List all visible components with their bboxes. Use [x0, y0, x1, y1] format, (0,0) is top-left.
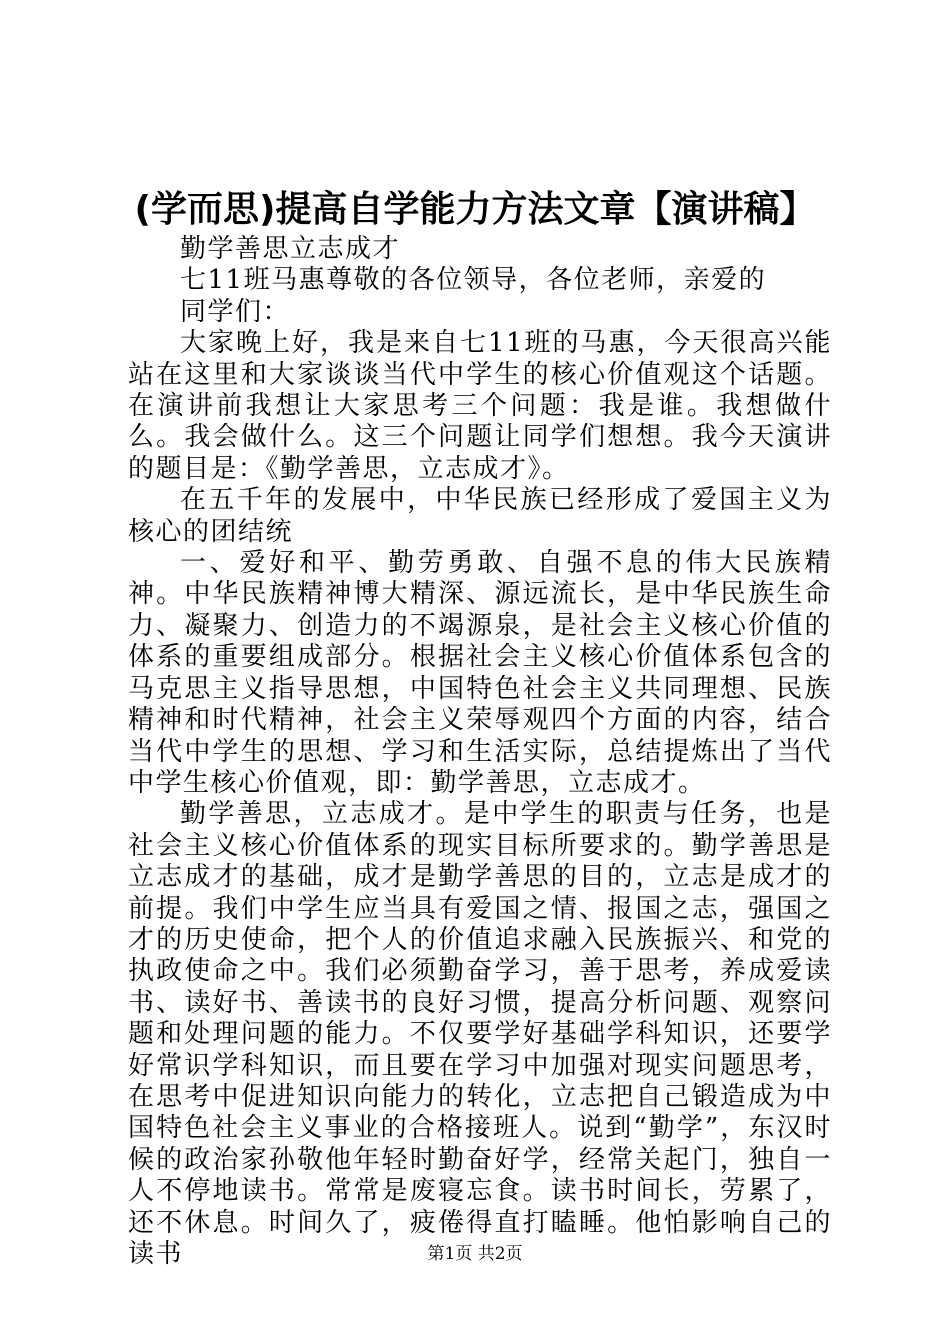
paragraph: 勤学善思立志成才 — [180, 234, 401, 264]
paragraph: 同学们： — [180, 296, 291, 327]
document-title: (学而思)提高自学能力方法文章【演讲稿】 — [134, 189, 816, 230]
page-number-footer: 第1页 共2页 — [427, 1244, 523, 1264]
document-body — [128, 234, 832, 1270]
paragraph: 一、爱好和平、勤劳勇敢、自强不息的伟大民族精神。中华民族精神博大精深、源远流长，是中华民族生命力、凝聚力、创造力的不竭源泉，是社会主义核心价值的体系的重要组成部分。根据社会主义核心价值体系包含的马克思主义指导思想，中国特色社会主义共同理想、民族精神和时代精神，社会主义荣辱观四个方面的内容，结合当代中学生的思想、学习和生活实际，总结提炼出了当代中学生核心价值观，即：勤学善思，立志成才。 — [128, 548, 832, 798]
paragraph: 七11班马惠尊敬的各位领导，各位老师，亲爱的 — [180, 265, 767, 296]
paragraph: 大家晚上好，我是来自七11班的马惠，今天很高兴能站在这里和大家谈谈当代中学生的核心价值观这个话题。在演讲前我想让大家思考三个问题：我是谁。我想做什么。我会做什么。这三个问题让同学们想想。我今天演讲的题目是：《勤学善思，立志成才》。 — [128, 328, 832, 484]
paragraph: 勤学善思，立志成才。是中学生的职责与任务，也是社会主义核心价值体系的现实目标所要求的。勤学善思是立志成才的基础，成才是勤学善思的目的，立志是成才的前提。我们中学生应当具有爱国之情、报国之志，强国之才的历史使命，把个人的价值追求融入民族振兴、和党的执政使命之中。我们必须勤奋学习，善于思考，养成爱读书、读好书、善读书的良好习惯，提高分析问题、观察问题和处理问题的能力。不仅要学好基础学科知识，还要学好常识学科知识，而且要在学习中加强对现实问题思考，在思考中促进知识向能力的转化，立志把自己锻造成为中国特色社会主义事业的合格接班人。说到“勤学”，东汉时候的政治家孙敬他年轻时勤奋好学，经常关起门，独自一人不停地读书。常常是废寝忘食。读书时间长，劳累了，还不休息。时间久了，疲倦得直打瞌睡。他怕影响自己的读书 — [128, 799, 832, 1269]
paragraph: 在五千年的发展中，中华民族已经形成了爱国主义为核心的团结统 — [128, 485, 832, 547]
